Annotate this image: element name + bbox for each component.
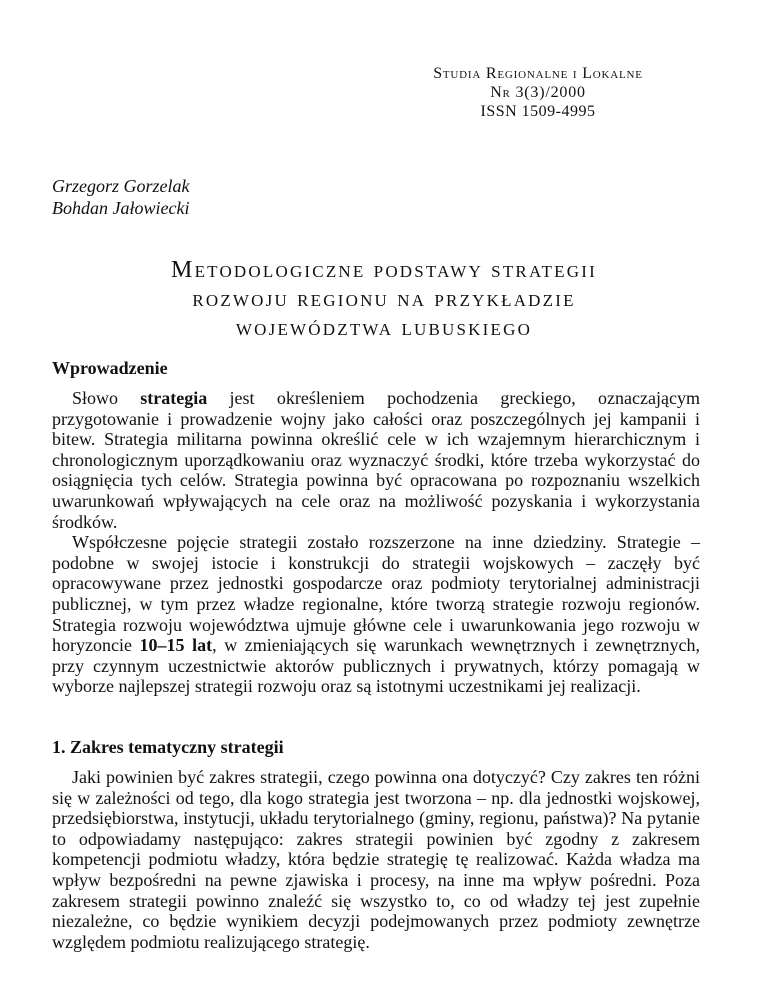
paragraph: Jaki powinien być zakres strategii, czego powinna ona dotyczyć? Czy zakres ten różni się w zależności od tego, dla kogo strategia jest tworzona – np. dla jednostki wojskowej, przedsiębiorstwa, instytucji, układu terytorialnego (gminy, regionu, państwa)? Na pytanie to odpowiadamy następująco: zakres strategii powinien być zgodny z zakresem kompetencji podmiotu władzy, która będzie strategię tę realizować. Każda władza ma wpływ bezpośredni na pewne zjawiska i procesy, na inne ma wpływ pośredni. Poza zakresem strategii powinno znaleźć się wszystko to, co od władzy tej jest zupełnie niezależne, co będzie wynikiem decyzji podejmowanych przez podmioty zewnętrze względem podmiotu realizującego strategię. bbox=[52, 767, 700, 952]
section-heading-intro: Wprowadzenie bbox=[52, 358, 168, 378]
journal-issue: Nr 3(3)/2000 bbox=[490, 84, 586, 101]
paragraph: Słowo strategia jest określeniem pochodzenia greckiego, oznaczającym przygotowanie i prowadzenie wojny jako całości oraz poszczególnych jej kampanii i bitew. Strategia militarna powinna określić cele w ich wzajemnym hierarchicznym i chronologicznym uporządkowaniu oraz wyznaczyć środki, które trzeba wykorzystać do osiągnięcia tych celów. Strategia powinna być opracowana po rozpoznaniu wszelkich uwarunkowań wpływających na cele oraz na możliwość pozyskania i wykorzystania środków. bbox=[52, 388, 700, 532]
author-name: Bohdan Jałowiecki bbox=[52, 198, 190, 218]
journal-issn: ISSN 1509-4995 bbox=[480, 103, 596, 120]
paragraph: Współczesne pojęcie strategii zostało rozszerzone na inne dziedziny. Strategie – podobne w swojej istocie i konstrukcji do strategii wojskowych – zaczęły być opracowywane przez jednostki gospodarcze oraz podmioty terytorialnej administracji publicznej, w tym przez władze regionalne, które tworzą strategie rozwoju regionów. Strategia rozwoju województwa ujmuje główne cele i uwarunkowania jego rozwoju w horyzoncie 10–15 lat, w zmieniających się warunkach wewnętrznych i zewnętrznych, przy czynnym uczestnictwie aktorów publicznych i prywatnych, którzy pomagają w wyborze najlepszej strategii rozwoju oraz są istotnymi uczestnikami jej realizacji. bbox=[52, 532, 700, 697]
emphasis: 10–15 lat bbox=[139, 635, 213, 656]
section-heading-1: 1. Zakres tematyczny strategii bbox=[52, 737, 284, 757]
journal-header bbox=[378, 64, 698, 121]
title-line: rozwoju regionu na przykładzie bbox=[192, 286, 576, 312]
article-title bbox=[52, 256, 716, 343]
section1-body bbox=[52, 767, 700, 952]
author-name: Grzegorz Gorzelak bbox=[52, 176, 190, 196]
intro-body bbox=[52, 388, 700, 697]
title-line: województwa lubuskiego bbox=[235, 315, 533, 341]
journal-name: Studia Regionalne i Lokalne bbox=[433, 65, 643, 82]
title-line: Metodologiczne podstawy strategii bbox=[171, 257, 597, 283]
emphasis: strategia bbox=[140, 388, 208, 408]
author-list bbox=[52, 175, 190, 219]
